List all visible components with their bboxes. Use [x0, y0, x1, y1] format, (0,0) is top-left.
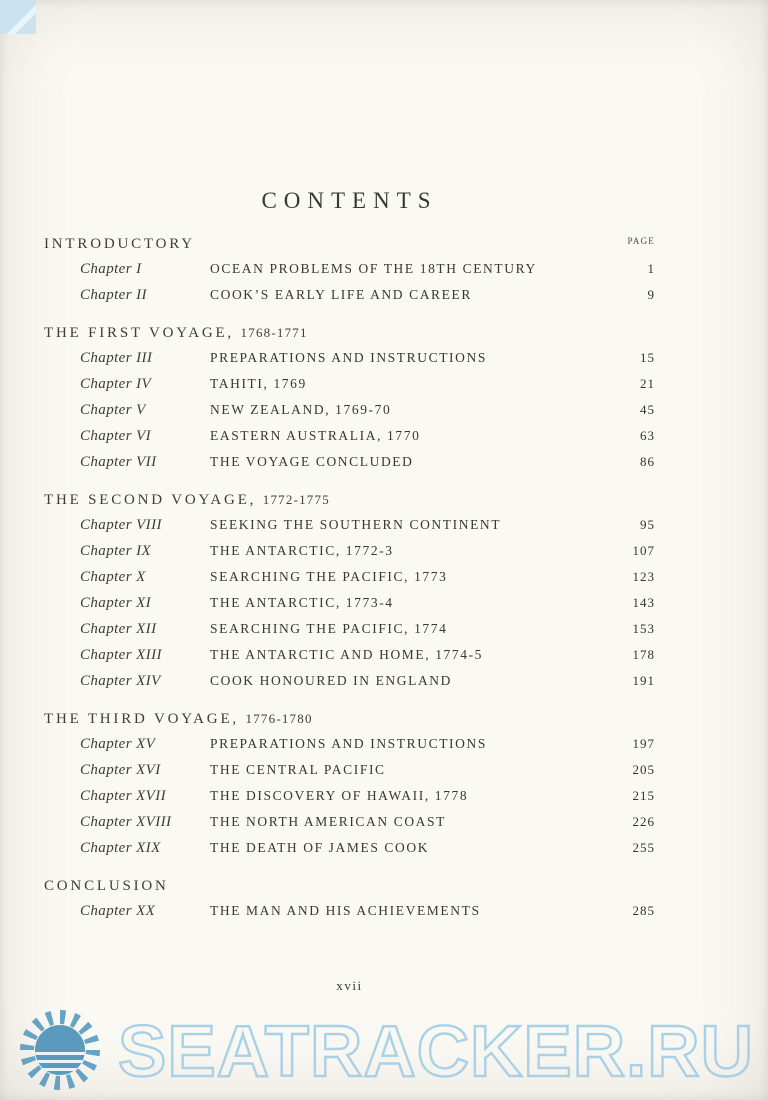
chapter-page: 95	[640, 517, 655, 532]
chapter-page: 21	[640, 376, 655, 391]
toc-row	[44, 835, 655, 861]
toc-row	[44, 282, 655, 308]
chapter-title: SEARCHING THE PACIFIC, 1774	[210, 621, 448, 636]
chapter-title: COOK’S EARLY LIFE AND CAREER	[210, 287, 472, 302]
toc-row	[44, 538, 655, 564]
toc-row	[44, 449, 655, 475]
chapter-label: Chapter XIII	[80, 647, 162, 663]
section-heading-dates: 1776-1780	[245, 711, 313, 726]
toc-row	[44, 731, 655, 757]
toc-section-second-voyage	[44, 488, 655, 694]
chapter-label: Chapter X	[80, 569, 146, 585]
toc-row	[44, 590, 655, 616]
chapter-title: THE ANTARCTIC AND HOME, 1774-5	[210, 647, 484, 662]
chapter-page: 205	[632, 762, 655, 777]
chapter-title: THE ANTARCTIC, 1772-3	[210, 543, 394, 558]
watermark-text: SEATRACKER.RU	[118, 1012, 754, 1092]
chapter-title: EASTERN AUSTRALIA, 1770	[210, 428, 421, 443]
chapter-title: COOK HONOURED IN ENGLAND	[210, 673, 453, 688]
section-heading	[44, 874, 655, 898]
chapter-title: THE DEATH OF JAMES COOK	[210, 840, 430, 855]
toc-row	[44, 423, 655, 449]
chapter-label: Chapter XVI	[80, 762, 161, 778]
chapter-page: 215	[632, 788, 655, 803]
section-heading	[44, 707, 655, 731]
toc-row	[44, 371, 655, 397]
chapter-label: Chapter XII	[80, 621, 157, 637]
toc-row	[44, 512, 655, 538]
toc-row	[44, 757, 655, 783]
chapter-label: Chapter IV	[80, 376, 152, 392]
chapter-page: 123	[632, 569, 655, 584]
chapter-page: 255	[632, 840, 655, 855]
chapter-title: THE ANTARCTIC, 1773-4	[210, 595, 394, 610]
chapter-page: 197	[632, 736, 655, 751]
chapter-label: Chapter V	[80, 402, 146, 418]
chapter-label: Chapter VI	[80, 428, 152, 444]
section-heading-text: THE THIRD VOYAGE,	[44, 711, 239, 727]
toc-row	[44, 345, 655, 371]
chapter-page: 1	[647, 261, 655, 276]
chapter-page: 63	[640, 428, 655, 443]
chapter-label: Chapter VII	[80, 454, 157, 470]
chapter-page: 285	[632, 903, 655, 918]
chapter-title: SEEKING THE SOUTHERN CONTINENT	[210, 517, 502, 532]
chapter-label: Chapter XV	[80, 736, 156, 752]
toc-row	[44, 809, 655, 835]
section-heading-text: THE FIRST VOYAGE,	[44, 325, 234, 341]
watermark	[0, 1002, 768, 1098]
chapter-title: OCEAN PROBLEMS OF THE 18TH CENTURY	[210, 261, 537, 276]
section-heading-row	[44, 232, 655, 256]
toc-section-introductory	[44, 232, 655, 308]
chapter-label: Chapter VIII	[80, 517, 162, 533]
chapter-page: 45	[640, 402, 655, 417]
chapter-page: 191	[632, 673, 655, 688]
chapter-label: Chapter XVIII	[80, 814, 172, 830]
toc-row	[44, 256, 655, 282]
chapter-title: PREPARATIONS AND INSTRUCTIONS	[210, 736, 487, 751]
folio-page-number: xvii	[336, 978, 363, 993]
chapter-page: 143	[632, 595, 655, 610]
chapter-title: NEW ZEALAND, 1769-70	[210, 402, 392, 417]
toc-row	[44, 898, 655, 924]
chapter-page: 86	[640, 454, 655, 469]
toc-row	[44, 564, 655, 590]
chapter-title: THE NORTH AMERICAN COAST	[210, 814, 446, 829]
chapter-title: THE VOYAGE CONCLUDED	[210, 454, 414, 469]
section-heading-text: INTRODUCTORY	[44, 236, 195, 252]
chapter-page: 153	[632, 621, 655, 636]
section-heading-text: THE SECOND VOYAGE,	[44, 492, 257, 508]
toc-section-third-voyage	[44, 707, 655, 861]
chapter-title: PREPARATIONS AND INSTRUCTIONS	[210, 350, 487, 365]
chapter-label: Chapter II	[80, 287, 147, 303]
chapter-page: 107	[632, 543, 655, 558]
section-heading	[44, 232, 195, 256]
chapter-label: Chapter XVII	[80, 788, 167, 804]
chapter-label: Chapter XIV	[80, 673, 161, 689]
page-title: CONTENTS	[261, 188, 438, 213]
section-heading	[44, 321, 655, 345]
chapter-page: 226	[632, 814, 655, 829]
section-heading-dates: 1768-1771	[240, 325, 308, 340]
chapter-page: 15	[640, 350, 655, 365]
chapter-title: THE MAN AND HIS ACHIEVEMENTS	[210, 903, 481, 918]
chapter-page: 9	[647, 287, 655, 302]
section-heading-text: CONCLUSION	[44, 878, 169, 894]
section-heading	[44, 488, 655, 512]
toc-row	[44, 668, 655, 694]
toc-row	[44, 783, 655, 809]
chapter-label: Chapter I	[80, 261, 142, 277]
toc-row	[44, 397, 655, 423]
toc-row	[44, 616, 655, 642]
chapter-title: THE CENTRAL PACIFIC	[210, 762, 386, 777]
chapter-page: 178	[632, 647, 655, 662]
page-column-label: PAGE	[627, 236, 655, 246]
toc-section-first-voyage	[44, 321, 655, 475]
chapter-label: Chapter III	[80, 350, 153, 366]
chapter-label: Chapter IX	[80, 543, 152, 559]
chapter-title: THE DISCOVERY OF HAWAII, 1778	[210, 788, 469, 803]
toc-section-conclusion	[44, 874, 655, 924]
chapter-label: Chapter XX	[80, 903, 156, 919]
chapter-label: Chapter XIX	[80, 840, 161, 856]
toc-row	[44, 642, 655, 668]
sun-icon	[27, 1017, 93, 1083]
chapter-label: Chapter XI	[80, 595, 152, 611]
chapter-title: TAHITI, 1769	[210, 376, 307, 391]
chapter-title: SEARCHING THE PACIFIC, 1773	[210, 569, 448, 584]
section-heading-dates: 1772-1775	[262, 492, 330, 507]
